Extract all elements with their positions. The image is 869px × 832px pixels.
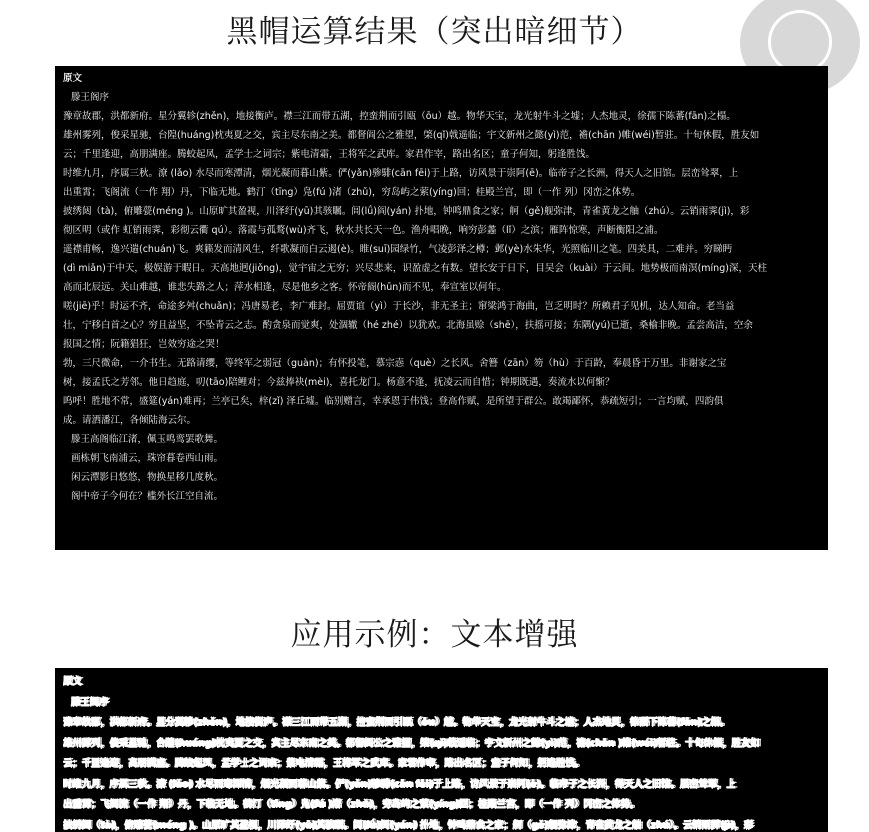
document-line: 成。请洒潘江，各倾陆海云尔。 (63, 415, 197, 426)
document-line: 嗟(jiē)乎！时运不齐，命途多舛(chuǎn)；冯唐易老，李广难封。屈贾谊（yì）于长沙，非无圣主；窜梁鸿于海曲，岂乏明时？所赖君子见机，达人知命。老当益 (63, 301, 735, 312)
document-line: 呜呼！胜地不常，盛筵(yán)难再；兰亭已矣，梓(zǐ) 泽丘墟。临别赠言，幸承恩于伟饯；登高作赋，是所望于群公。敢竭鄙怀，恭疏短引；一言均赋，四韵俱 (63, 396, 724, 407)
document-line: 遥襟甫畅，逸兴遄(chuán)飞。爽籁发而清风生，纤歌凝而白云遏(è)。睢(suī)园绿竹，气凌彭泽之樽；邺(yè)水朱华，光照临川之笔。四美具，二难并。穷睇眄 (63, 244, 733, 255)
document-line: 云；千里逢迎，高朋满座。腾蛟起凤，孟学士之词宗；紫电清霜，王将军之武库。家君作宰，路出名区；童子何知，躬逢胜饯。 (63, 758, 584, 769)
document-line: 豫章故郡，洪都新府。星分翼轸(zhěn)，地接衡庐。襟三江而带五湖，控蛮荆而引瓯（ōu）越。物华天宝，龙光射牛斗之墟；人杰地灵，徐孺下陈蕃(fān)之榻。 (63, 717, 730, 728)
document-line: 树，接孟氏之芳邻。他日趋庭，叨(tāo)陪鲤对；今兹捧袂(mèi)，喜托龙门。杨意不逢，抚凌云而自惜；钟期既遇，奏流水以何惭？ (63, 377, 615, 388)
document-line: 豫章故郡，洪都新府。星分翼轸(zhěn)，地接衡庐。襟三江而带五湖，控蛮荆而引瓯（ōu）越。物华天宝，龙光射牛斗之墟；人杰地灵，徐孺下陈蕃(fān)之榻。 (63, 111, 736, 122)
document-label: 原文 (63, 73, 83, 84)
document-line: 出重霄；飞阁流（一作 翔）丹，下临无地。鹤汀（tīng）凫(fú )渚（zhǔ)，穷岛屿之萦(yíng)回；桂殿兰宫，即（一作 列）冈峦之体势。 (63, 799, 640, 810)
document-line: 云；千里逢迎，高朋满座。腾蛟起凤，孟学士之词宗；紫电清霜，王将军之武库。家君作宰，路出名区；童子何知，躬逢胜饯。 (63, 149, 596, 160)
document-line: 时维九月，序属三秋。潦 (lǎo) 水尽而寒潭清，烟光凝而暮山紫。俨(yǎn)骖騑(cān fēi)于上路，访风景于崇阿(ē)。临帝子之长洲，得天人之旧馆。层峦耸翠，上 (63, 168, 739, 179)
document-line: (dì miǎn)于中天，极娱游于暇日。天高地迥(jiǒng)，觉宇宙之无穷；兴尽悲来，识盈虚之有数。望长安于日下，目吴会（kuài）于云间。地势极而南溟(míng)深，天柱 (63, 263, 767, 274)
document-line: 报国之情；阮籍猖狂，岂效穷途之哭！ (63, 339, 225, 350)
poem-line: 闲云潭影日悠悠，物换星移几度秋。 (71, 472, 224, 483)
result-heading: 黑帽运算结果（突出暗细节） (226, 14, 643, 50)
document-line: 勃，三尺微命，一介书生。无路请缨，等终军之弱冠（guàn)；有怀投笔，慕宗悫（què）之长风。舍簪（zān）笏（hù）于百龄，奉晨昏于万里。非谢家之宝 (63, 358, 727, 369)
document-title: 滕王阁序 (71, 696, 109, 708)
poem-line: 画栋朝飞南浦云，珠帘暮卷西山雨。 (71, 453, 224, 464)
blackhat-result-image (55, 66, 828, 550)
document-line: 彻区明（或作 虹销雨霁，彩彻云衢 qú）。落霞与孤鹜(wù)齐飞，秋水共长天一色。渔舟唱晚，响穷彭蠡（lǐ）之滨；雁阵惊寒，声断衡阳之浦。 (63, 225, 664, 236)
poem-line: 阁中帝子今何在？槛外长江空自流。 (71, 491, 224, 502)
document-line: 高而北辰远。关山难越，谁悲失路之人；萍水相逢，尽是他乡之客。怀帝阍(hūn)而不见，奉宣室以何年。 (63, 282, 507, 293)
document-line: 披绣闼（tà)，俯雕甍(méng )。山原旷其盈视，川泽纡(yū)其骇瞩。闾(lǘ)阎(yán) 扑地，钟鸣鼎食之家；舸（gě)舰弥津，青雀黄龙之舳（zhú）。云销雨霁(jì)，彩 (63, 206, 750, 217)
document-line: 出重霄；飞阁流（一作 翔）丹，下临无地。鹤汀（tīng）凫(fú )渚（zhǔ)，穷岛屿之萦(yíng)回；桂殿兰宫，即（一作 列）冈峦之体势。 (63, 187, 641, 198)
document-line: 壮，宁移白首之心？穷且益坚，不坠青云之志。酌贪泉而觉爽，处涸辙（hé zhé）以犹欢。北海虽赊（shē），扶摇可接；东隅(yú)已逝，桑榆非晚。孟尝高洁，空余 (63, 320, 753, 331)
document-label: 原文 (63, 676, 82, 687)
document-title: 滕王阁序 (71, 92, 110, 103)
enhanced-text-image (55, 668, 828, 832)
example-heading: 应用示例：文本增强 (290, 617, 579, 653)
document-line: 雄州雾列，俊采星驰，台隍(huáng)枕夷夏之交，宾主尽东南之美。都督阎公之雅望，棨(qǐ)戟遥临；宇文新州之懿(yì)范，襜(chān )帷(wéi)暂驻。十旬休假，胜友如 (63, 130, 760, 141)
document-line: 雄州雾列，俊采星驰，台隍(huáng)枕夷夏之交，宾主尽东南之美。都督阎公之雅望，棨(qǐ)戟遥临；宇文新州之懿(yì)范，襜(chān )帷(wéi)暂驻。十旬休假，胜友如 (63, 737, 760, 749)
document-line: 披绣闼（tà)，俯雕甍(méng )。山原旷其盈视，川泽纡(yū)其骇瞩。闾(lǘ)阎(yán) 扑地，钟鸣鼎食之家；舸（gě)舰弥津，青雀黄龙之舳（zhú）。云销雨霁(jì)，彩 (63, 819, 753, 831)
poem-line: 滕王高阁临江渚，佩玉鸣鸾罢歌舞。 (71, 434, 224, 445)
document-line: 时维九月，序属三秋。潦 (lǎo) 水尽而寒潭清，烟光凝而暮山紫。俨(yǎn)骖騑(cān fēi)于上路，访风景于崇阿(ē)。临帝子之长洲，得天人之旧馆。层峦耸翠，上 (63, 778, 736, 790)
